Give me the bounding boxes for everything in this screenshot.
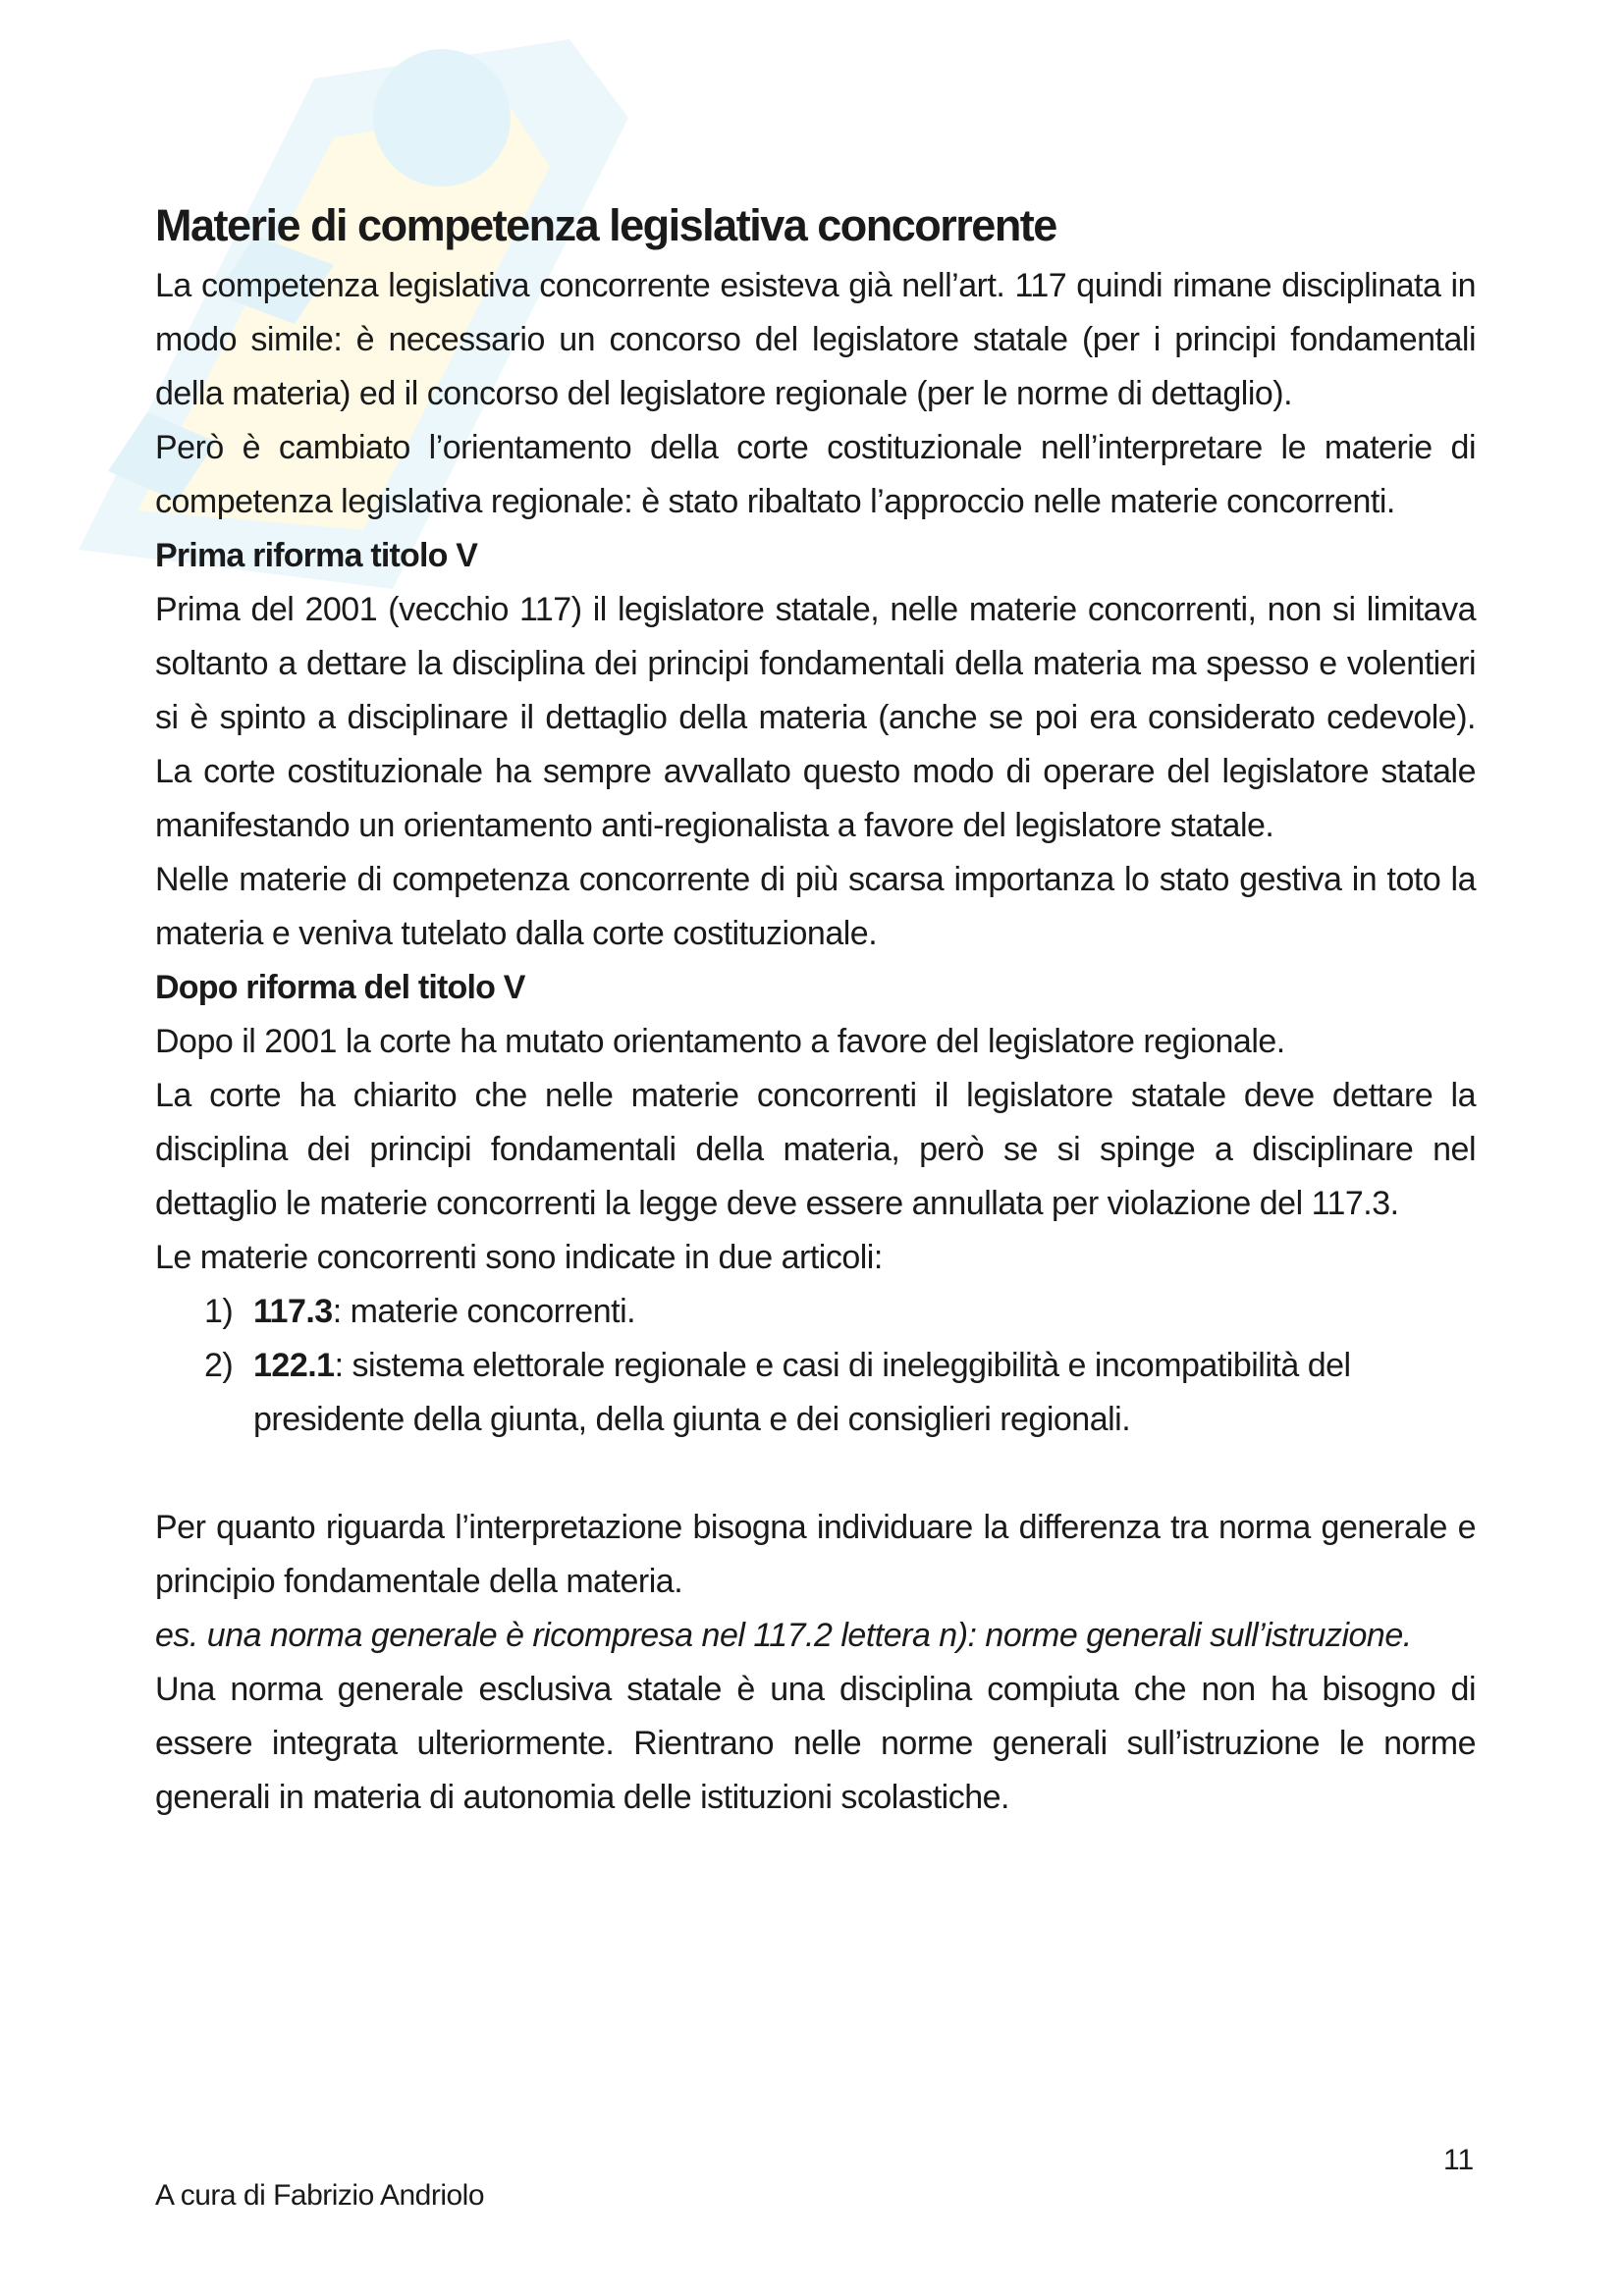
list-item-article: 117.3 (253, 1293, 333, 1330)
section2-paragraph-1: Dopo il 2001 la corte ha mutato orientamento a favore del legislatore regionale. (155, 1023, 1285, 1060)
page-title: Materie di competenza legislativa concorrente (155, 200, 1056, 250)
list-item-description: : materie concorrenti. (332, 1293, 636, 1330)
page-content (155, 196, 1476, 1825)
list-item-number: 1) (204, 1293, 234, 1330)
section1-paragraph-1: Prima del 2001 (vecchio 117) il legislatore statale, nelle materie concorrenti, non si limitava soltanto a dettare la disciplina dei principi fondamentali della materia ma spesso e volentieri si è spinto a disciplinare il dettaglio della materia (anche se poi era considerato cedevole). La corte costituzionale ha sempre avvallato questo modo di operare del legislatore statale manifestando un orientamento anti-regionalista a favore del legislatore statale. (155, 591, 1476, 844)
list-item (155, 1285, 1476, 1339)
intro-paragraph-1: La competenza legislativa concorrente esisteva già nell’art. 117 quindi rimane disciplinata in modo simile: è necessario un concorso del legislatore statale (per i principi fondamentali della materia) ed il concorso del legislatore regionale (per le norme di dettaglio). (155, 267, 1476, 412)
closing-paragraph-1: Per quanto riguarda l’interpretazione bisogna individuare la differenza tra norma generale e principio fondamentale della materia. (155, 1509, 1476, 1600)
articles-list (155, 1285, 1476, 1447)
section2-paragraph-3: Le materie concorrenti sono indicate in due articoli: (155, 1239, 883, 1276)
closing-example: es. una norma generale è ricompresa nel 117.2 lettera n): norme generali sull’istruzione. (155, 1617, 1412, 1654)
list-item-article: 122.1 (253, 1347, 335, 1384)
page-number: 11 (1443, 2144, 1475, 2176)
list-item (155, 1339, 1476, 1447)
section-heading-prima-riforma: Prima riforma titolo V (155, 537, 478, 574)
section1-paragraph-2: Nelle materie di competenza concorrente di più scarsa importanza lo stato gestiva in toto la materia e veniva tutelato dalla corte costituzionale. (155, 861, 1476, 952)
footer-author: A cura di Fabrizio Andriolo (155, 2179, 485, 2212)
list-item-number: 2) (204, 1347, 234, 1384)
section-heading-dopo-riforma: Dopo riforma del titolo V (155, 969, 525, 1006)
closing-paragraph-2: Una norma generale esclusiva statale è una disciplina compiuta che non ha bisogno di essere integrata ulteriormente. Rientrano nelle norme generali sull’istruzione le norme generali in materia di autonomia delle istituzioni scolastiche. (155, 1671, 1476, 1816)
section2-paragraph-2: La corte ha chiarito che nelle materie concorrenti il legislatore statale deve dettare la disciplina dei principi fondamentali della materia, però se si spinge a disciplinare nel dettaglio le materie concorrenti la legge deve essere annullata per violazione del 117.3. (155, 1077, 1476, 1222)
list-item-description: : sistema elettorale regionale e casi di ineleggibilità e incompatibilità del presidente della giunta, della giunta e dei consiglieri regionali. (253, 1347, 1351, 1438)
intro-paragraph-2: Però è cambiato l’orientamento della corte costituzionale nell’interpretare le materie di competenza legislativa regionale: è stato ribaltato l’approccio nelle materie concorrenti. (155, 429, 1476, 520)
